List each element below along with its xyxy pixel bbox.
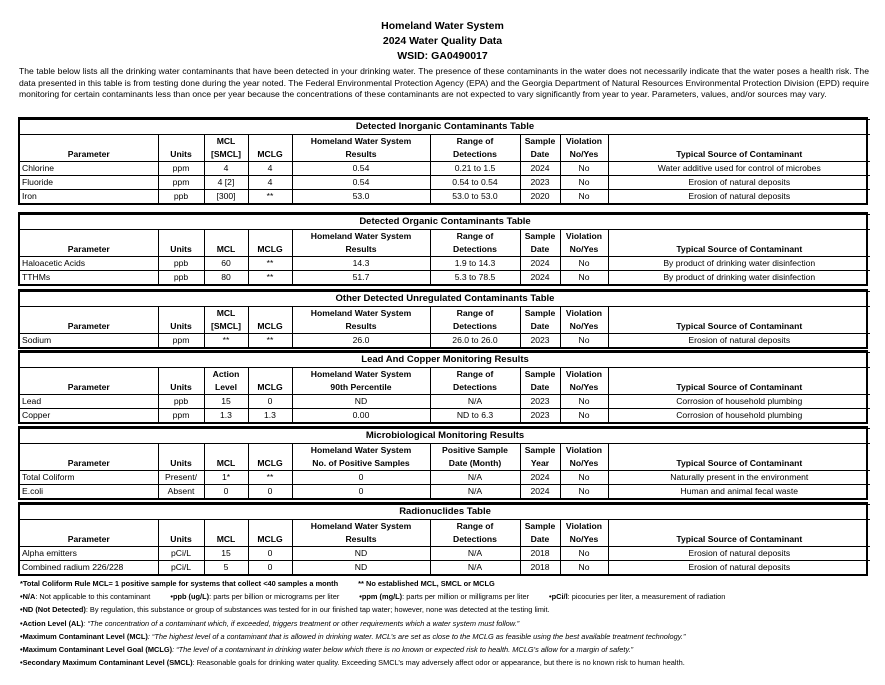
column-header: Detections <box>430 243 520 257</box>
column-header: MCL <box>204 457 248 471</box>
column-header: No/Yes <box>560 243 608 257</box>
column-header: Detections <box>430 533 520 547</box>
smcl-definition: : Reasonable goals for drinking water quality. Exceeding SMCL’s may adversely affect odor or appearance, but there is no known risk to human health. <box>192 658 685 668</box>
table-title: Radionuclides Table <box>20 505 870 520</box>
column-header <box>20 520 158 534</box>
table-cell: N/A <box>430 547 520 561</box>
column-header: Parameter <box>20 533 158 547</box>
table-header-row <box>20 381 870 395</box>
table-header-row <box>20 368 870 382</box>
column-header: Range of <box>430 307 520 321</box>
mcl-term: •Maximum Contaminant Level (MCL) <box>20 631 148 641</box>
table-title: Microbiological Monitoring Results <box>20 429 870 444</box>
table-cell: 26.0 to 26.0 <box>430 334 520 348</box>
table-row <box>20 547 870 561</box>
table-cell: 15 <box>204 547 248 561</box>
table-cell: TTHMs <box>20 271 158 285</box>
table-cell: 2023 <box>520 334 560 348</box>
table-cell: 2023 <box>520 395 560 409</box>
table-row <box>20 395 870 409</box>
column-header: Sample <box>520 368 560 382</box>
intro-paragraph: The table below lists all the drinking water contaminants that have been detected in your drinking water. The presence of these contaminants in the water does not necessarily indicate that the water poses a health risk. The data presented in this table is from testing done during the year noted. The Federal Environmental Protection Agency (EPA) and the Georgia Department of Natural Resources Environmental Protection Division (EPD) require monitoring for certain contaminants less than once per year because the concentrations of these contaminants are not expected to vary significantly from year to year. Parameters, values, and/or sources may vary. <box>19 66 869 99</box>
column-header: Violation <box>560 444 608 458</box>
column-header: Results <box>292 533 430 547</box>
table-cell: 1* <box>204 471 248 485</box>
table-cell: [300] <box>204 190 248 204</box>
na-term: •N/A <box>20 592 36 602</box>
table-cell: 4 <box>248 176 292 190</box>
table-cell: ** <box>204 334 248 348</box>
table-cell: Present/ <box>158 471 204 485</box>
column-header: Violation <box>560 368 608 382</box>
table-cell: E.coli <box>20 485 158 499</box>
table-cell: Erosion of natural deposits <box>608 561 870 575</box>
ppm-term: •ppm (mg/L) <box>359 592 403 602</box>
no-mcl-note: ** No established MCL, SMCL or MCLG <box>358 579 495 588</box>
column-header: Year <box>520 457 560 471</box>
column-header <box>20 444 158 458</box>
column-header <box>20 307 158 321</box>
column-header: Parameter <box>20 457 158 471</box>
column-header: No/Yes <box>560 381 608 395</box>
column-header <box>204 520 248 534</box>
table-cell: N/A <box>430 471 520 485</box>
table-cell: 51.7 <box>292 271 430 285</box>
table-cell: Erosion of natural deposits <box>608 334 870 348</box>
column-header <box>20 368 158 382</box>
column-header: Homeland Water System <box>292 135 430 149</box>
table-header-row <box>20 230 870 244</box>
column-header: 90th Percentile <box>292 381 430 395</box>
table-cell: Naturally present in the environment <box>608 471 870 485</box>
column-header: Homeland Water System <box>292 368 430 382</box>
column-header: MCLG <box>248 148 292 162</box>
column-header <box>158 444 204 458</box>
contaminant-table <box>20 428 870 498</box>
table-cell: No <box>560 485 608 499</box>
footnote-line-1 <box>20 577 870 590</box>
column-header: Homeland Water System <box>292 307 430 321</box>
table-cell: Human and animal fecal waste <box>608 485 870 499</box>
column-header <box>158 368 204 382</box>
footnote-line-2 <box>20 590 870 603</box>
table-cell: 26.0 <box>292 334 430 348</box>
table-cell: 2024 <box>520 162 560 176</box>
table-cell: 0 <box>204 485 248 499</box>
table-cell: 0 <box>292 485 430 499</box>
table-cell: ppm <box>158 334 204 348</box>
column-header: Violation <box>560 307 608 321</box>
report-title: 2024 Water Quality Data <box>382 35 503 47</box>
table-header-row <box>20 320 870 334</box>
column-header: Units <box>158 381 204 395</box>
column-header: Date (Month) <box>430 457 520 471</box>
column-header <box>608 307 870 321</box>
table-cell: Combined radium 226/228 <box>20 561 158 575</box>
table-cell: No <box>560 257 608 271</box>
table-cell: N/A <box>430 561 520 575</box>
table-row <box>20 257 870 271</box>
table-cell: No <box>560 471 608 485</box>
table-cell: 0.54 <box>292 176 430 190</box>
column-header: Typical Source of Contaminant <box>608 148 870 162</box>
table-header-row <box>20 444 870 458</box>
table-cell: 0 <box>248 561 292 575</box>
column-header: Level <box>204 381 248 395</box>
table-cell: 2018 <box>520 547 560 561</box>
table-cell: Sodium <box>20 334 158 348</box>
column-header <box>608 520 870 534</box>
column-header: Typical Source of Contaminant <box>608 457 870 471</box>
column-header: Units <box>158 533 204 547</box>
contaminant-table <box>20 119 870 203</box>
table-cell: ** <box>248 190 292 204</box>
contaminant-table-section <box>18 289 868 349</box>
table-header-row <box>20 520 870 534</box>
table-cell: ** <box>248 471 292 485</box>
table-cell: Water additive used for control of microbes <box>608 162 870 176</box>
column-header: Units <box>158 243 204 257</box>
table-cell: No <box>560 561 608 575</box>
column-header <box>158 307 204 321</box>
table-header-row <box>20 135 870 149</box>
table-cell: No <box>560 395 608 409</box>
table-cell: 1.9 to 14.3 <box>430 257 520 271</box>
table-cell: ND <box>292 561 430 575</box>
column-header: Typical Source of Contaminant <box>608 243 870 257</box>
column-header: [SMCL] <box>204 320 248 334</box>
column-header <box>158 520 204 534</box>
column-header: Range of <box>430 135 520 149</box>
column-header: [SMCL] <box>204 148 248 162</box>
column-header: Results <box>292 243 430 257</box>
column-header: Homeland Water System <box>292 444 430 458</box>
column-header: MCL <box>204 533 248 547</box>
column-header: Units <box>158 457 204 471</box>
pci-definition: : picocuries per liter, a measurement of radiation <box>567 592 726 602</box>
table-cell: pCi/L <box>158 547 204 561</box>
table-row <box>20 471 870 485</box>
table-cell: 4 <box>248 162 292 176</box>
column-header <box>20 230 158 244</box>
table-cell: No <box>560 547 608 561</box>
table-cell: Alpha emitters <box>20 547 158 561</box>
column-header: Range of <box>430 368 520 382</box>
table-cell: 14.3 <box>292 257 430 271</box>
table-cell: Fluoride <box>20 176 158 190</box>
table-cell: 0 <box>248 485 292 499</box>
table-cell: 2024 <box>520 485 560 499</box>
contaminant-table-section <box>18 426 868 500</box>
table-cell: pCi/L <box>158 561 204 575</box>
table-cell: 0 <box>292 471 430 485</box>
column-header <box>204 230 248 244</box>
table-cell: Erosion of natural deposits <box>608 190 870 204</box>
column-header: Date <box>520 381 560 395</box>
table-header-row <box>20 243 870 257</box>
column-header: Typical Source of Contaminant <box>608 320 870 334</box>
table-header-row <box>20 533 870 547</box>
column-header <box>608 444 870 458</box>
table-cell: Lead <box>20 395 158 409</box>
coliform-rule-note: *Total Coliform Rule MCL= 1 positive sample for systems that collect <40 samples a month <box>20 579 339 588</box>
table-cell: N/A <box>430 395 520 409</box>
column-header: Date <box>520 148 560 162</box>
contaminant-table-section <box>18 117 868 205</box>
table-cell: ppb <box>158 257 204 271</box>
ppb-definition: : parts per billion or micrograms per liter <box>209 592 340 602</box>
al-definition: : “The concentration of a contaminant which, if exceeded, triggers treatment or other requirements which a water system must follow.” <box>83 618 520 628</box>
table-cell: ND <box>292 395 430 409</box>
column-header: Sample <box>520 230 560 244</box>
column-header: Date <box>520 243 560 257</box>
column-header: Positive Sample <box>430 444 520 458</box>
column-header <box>248 520 292 534</box>
contaminant-table <box>20 352 870 422</box>
table-cell: 1.3 <box>248 409 292 423</box>
table-cell: ppm <box>158 162 204 176</box>
column-header: Violation <box>560 520 608 534</box>
column-header <box>608 135 870 149</box>
mcl-definition: : “The highest level of a contaminant that is allowed in drinking water. MCL’s are set as close to the MCLG as feasible using the best available treatment technology.” <box>147 631 686 641</box>
table-cell: 0 <box>248 547 292 561</box>
table-cell: 2024 <box>520 471 560 485</box>
column-header: Units <box>158 320 204 334</box>
column-header: MCLG <box>248 381 292 395</box>
table-title: Lead And Copper Monitoring Results <box>20 353 870 368</box>
column-header: MCL <box>204 307 248 321</box>
contaminant-table-section <box>18 502 868 576</box>
column-header <box>158 230 204 244</box>
table-cell: ppb <box>158 271 204 285</box>
column-header: Range of <box>430 520 520 534</box>
column-header: MCL <box>204 243 248 257</box>
table-row <box>20 162 870 176</box>
wsid: WSID: GA0490017 <box>397 50 488 62</box>
table-cell: 0 <box>248 395 292 409</box>
table-cell: Chlorine <box>20 162 158 176</box>
table-header-row <box>20 148 870 162</box>
column-header: No/Yes <box>560 457 608 471</box>
table-cell: 15 <box>204 395 248 409</box>
column-header: Homeland Water System <box>292 520 430 534</box>
table-cell: 0.54 to 0.54 <box>430 176 520 190</box>
table-cell: By product of drinking water disinfection <box>608 257 870 271</box>
table-cell: No <box>560 271 608 285</box>
column-header <box>248 307 292 321</box>
table-cell: 0.54 <box>292 162 430 176</box>
column-header: Homeland Water System <box>292 230 430 244</box>
system-name: Homeland Water System <box>381 20 504 32</box>
table-cell: ND to 6.3 <box>430 409 520 423</box>
table-cell: Erosion of natural deposits <box>608 176 870 190</box>
table-cell: ** <box>248 271 292 285</box>
table-cell: By product of drinking water disinfection <box>608 271 870 285</box>
footnote-line-3 <box>20 603 870 616</box>
column-header: Parameter <box>20 381 158 395</box>
table-header-row <box>20 307 870 321</box>
table-cell: ND <box>292 547 430 561</box>
column-header <box>20 135 158 149</box>
column-header <box>248 444 292 458</box>
table-cell: 4 [2] <box>204 176 248 190</box>
contaminant-table <box>20 214 870 284</box>
nd-term: •ND (Not Detected) <box>20 605 86 615</box>
table-cell: Iron <box>20 190 158 204</box>
column-header: Results <box>292 320 430 334</box>
table-cell: Absent <box>158 485 204 499</box>
table-cell: 2020 <box>520 190 560 204</box>
ppb-term: •ppb (ug/L) <box>170 592 210 602</box>
table-row <box>20 485 870 499</box>
table-cell: 53.0 <box>292 190 430 204</box>
column-header: Units <box>158 148 204 162</box>
table-header-row <box>20 457 870 471</box>
table-cell: Corrosion of household plumbing <box>608 409 870 423</box>
na-definition: : Not applicable to this contaminant <box>35 592 151 602</box>
table-cell: 2024 <box>520 257 560 271</box>
column-header <box>204 444 248 458</box>
column-header: Sample <box>520 307 560 321</box>
table-row <box>20 409 870 423</box>
table-cell: Total Coliform <box>20 471 158 485</box>
table-cell: ppb <box>158 190 204 204</box>
table-row <box>20 190 870 204</box>
column-header: Detections <box>430 381 520 395</box>
column-header: No/Yes <box>560 533 608 547</box>
table-cell: Haloacetic Acids <box>20 257 158 271</box>
contaminant-table-section <box>18 350 868 424</box>
table-cell: ** <box>248 334 292 348</box>
column-header: Parameter <box>20 320 158 334</box>
table-title: Detected Inorganic Contaminants Table <box>20 120 870 135</box>
contaminant-table-section <box>18 212 868 286</box>
table-cell: 0.00 <box>292 409 430 423</box>
column-header: Range of <box>430 230 520 244</box>
contaminant-table <box>20 504 870 574</box>
footnote-line-6 <box>20 643 870 656</box>
table-cell: No <box>560 190 608 204</box>
column-header: Detections <box>430 148 520 162</box>
table-cell: No <box>560 334 608 348</box>
column-header: Parameter <box>20 148 158 162</box>
table-cell: 80 <box>204 271 248 285</box>
footnote-line-5 <box>20 630 870 643</box>
pci-term: •pCi/l <box>549 592 568 602</box>
column-header: Date <box>520 533 560 547</box>
column-header <box>608 368 870 382</box>
ppm-definition: : parts per million or milligrams per liter <box>402 592 530 602</box>
table-cell: ** <box>248 257 292 271</box>
column-header: Typical Source of Contaminant <box>608 381 870 395</box>
column-header <box>158 135 204 149</box>
table-cell: 0.21 to 1.5 <box>430 162 520 176</box>
column-header: Sample <box>520 135 560 149</box>
column-header: Sample <box>520 444 560 458</box>
column-header <box>608 230 870 244</box>
al-term: •Action Level (AL) <box>20 618 84 628</box>
table-cell: Copper <box>20 409 158 423</box>
column-header: Violation <box>560 135 608 149</box>
mclg-definition: : “The level of a contaminant in drinking water below which there is no known or expected risk to health. MCLG’s allow for a margin of safety.” <box>172 645 634 655</box>
footnote-line-4 <box>20 617 870 630</box>
table-cell: 2023 <box>520 176 560 190</box>
table-cell: No <box>560 176 608 190</box>
table-title: Other Detected Unregulated Contaminants Table <box>20 292 870 307</box>
contaminant-table <box>20 291 870 347</box>
column-header: Results <box>292 148 430 162</box>
column-header: Parameter <box>20 243 158 257</box>
mclg-term: •Maximum Contaminant Level Goal (MCLG) <box>20 645 173 655</box>
column-header: MCLG <box>248 243 292 257</box>
table-cell: ppm <box>158 409 204 423</box>
table-cell: 2023 <box>520 409 560 423</box>
table-cell: Erosion of natural deposits <box>608 547 870 561</box>
column-header: No/Yes <box>560 148 608 162</box>
column-header <box>248 368 292 382</box>
column-header: No/Yes <box>560 320 608 334</box>
smcl-term: •Secondary Maximum Contaminant Level (SMCL) <box>20 658 193 668</box>
column-header: Typical Source of Contaminant <box>608 533 870 547</box>
table-cell: 4 <box>204 162 248 176</box>
table-row <box>20 334 870 348</box>
table-cell: No <box>560 162 608 176</box>
table-cell: ppb <box>158 395 204 409</box>
column-header: MCL <box>204 135 248 149</box>
nd-definition: : By regulation, this substance or group of substances was tested for in our finished tap water; however, none was detected at the testing limit. <box>85 605 550 615</box>
column-header: Action <box>204 368 248 382</box>
table-cell: 1.3 <box>204 409 248 423</box>
table-cell: N/A <box>430 485 520 499</box>
column-header: Date <box>520 320 560 334</box>
table-cell: 5 <box>204 561 248 575</box>
table-cell: 2018 <box>520 561 560 575</box>
table-cell: ppm <box>158 176 204 190</box>
column-header <box>248 230 292 244</box>
table-cell: No <box>560 409 608 423</box>
document-header <box>0 0 885 64</box>
column-header <box>248 135 292 149</box>
table-row <box>20 271 870 285</box>
column-header: MCLG <box>248 533 292 547</box>
table-row <box>20 176 870 190</box>
column-header: MCLG <box>248 320 292 334</box>
column-header: Sample <box>520 520 560 534</box>
table-cell: 53.0 to 53.0 <box>430 190 520 204</box>
table-title: Detected Organic Contaminants Table <box>20 215 870 230</box>
column-header: No. of Positive Samples <box>292 457 430 471</box>
table-cell: Corrosion of household plumbing <box>608 395 870 409</box>
column-header: MCLG <box>248 457 292 471</box>
column-header: Violation <box>560 230 608 244</box>
column-header: Detections <box>430 320 520 334</box>
table-cell: 60 <box>204 257 248 271</box>
table-cell: 5.3 to 78.5 <box>430 271 520 285</box>
footnotes <box>20 577 870 669</box>
footnote-line-7 <box>20 656 870 669</box>
table-row <box>20 561 870 575</box>
table-cell: 2024 <box>520 271 560 285</box>
